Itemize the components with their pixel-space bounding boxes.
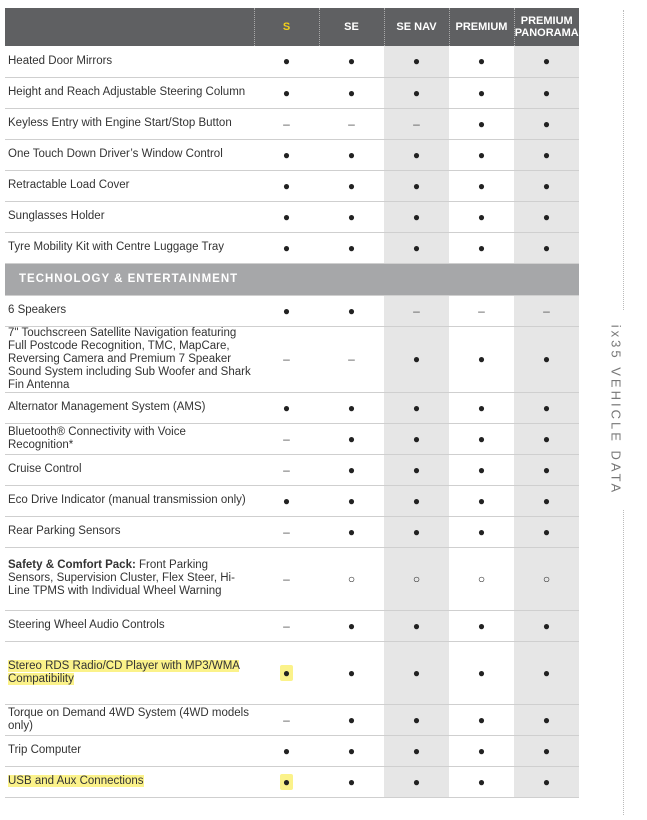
standard-dot-icon: ● (412, 431, 421, 446)
value-cell-se (319, 201, 384, 232)
table-row (5, 201, 579, 232)
side-rule-bottom (623, 510, 624, 815)
standard-dot-icon: ● (347, 178, 356, 193)
value-cell-s (254, 108, 319, 139)
feature-text: Tyre Mobility Kit with Centre Luggage Tray (8, 241, 225, 253)
feature-text: Stereo RDS Radio/CD Player with MP3/WMA Compatibility (8, 659, 240, 685)
feature-cell (5, 295, 254, 326)
not-available-dash: – (413, 303, 420, 318)
not-available-dash: – (283, 431, 290, 446)
standard-dot-icon: ● (412, 524, 421, 539)
value-cell-se (319, 641, 384, 704)
feature-text: Heated Door Mirrors (8, 54, 113, 67)
standard-dot-icon: ● (477, 618, 486, 633)
value-cell-premium (449, 423, 514, 454)
feature-label (8, 463, 82, 475)
value-cell-se-nav (384, 610, 449, 641)
standard-dot-icon: ● (477, 743, 486, 758)
feature-label (8, 210, 105, 222)
feature-label (8, 559, 235, 597)
feature-cell (5, 326, 254, 392)
standard-dot-icon: ● (282, 147, 291, 162)
standard-dot-icon: ● (347, 240, 356, 255)
standard-dot-icon: ● (347, 85, 356, 100)
standard-dot-icon: ● (412, 178, 421, 193)
table-row (5, 766, 579, 797)
value-cell-se-nav (384, 423, 449, 454)
not-available-dash: – (543, 303, 550, 318)
not-available-dash: – (283, 116, 290, 131)
value-cell-se (319, 547, 384, 610)
value-cell-s (254, 232, 319, 263)
not-available-dash: – (283, 618, 290, 633)
feature-text: Rear Parking Sensors (8, 525, 121, 537)
value-cell-premium (449, 201, 514, 232)
value-cell-se (319, 423, 384, 454)
feature-cell (5, 454, 254, 485)
value-cell-se-nav (384, 766, 449, 797)
value-cell-premium (449, 392, 514, 423)
feature-text: Steering Wheel Audio Controls (8, 619, 165, 631)
feature-label (8, 86, 245, 98)
standard-dot-icon: ● (542, 462, 551, 477)
table-row (5, 423, 579, 454)
value-cell-se (319, 454, 384, 485)
standard-dot-icon: ● (347, 303, 356, 318)
value-cell-premium-panorama (514, 735, 579, 766)
table-row (5, 77, 579, 108)
value-cell-se-nav (384, 641, 449, 704)
value-cell-premium (449, 610, 514, 641)
value-cell-premium (449, 641, 514, 704)
standard-dot-icon: ● (347, 147, 356, 162)
standard-dot-icon: ● (542, 54, 551, 69)
standard-dot-icon: ● (542, 493, 551, 508)
feature-text: Retractable Load Cover (8, 179, 130, 191)
standard-dot-icon: ● (347, 54, 356, 69)
standard-dot-icon: ● (412, 618, 421, 633)
value-cell-s (254, 735, 319, 766)
standard-dot-icon: ● (280, 665, 293, 681)
value-cell-premium (449, 485, 514, 516)
standard-dot-icon: ● (477, 431, 486, 446)
standard-dot-icon: ● (347, 209, 356, 224)
standard-dot-icon: ● (542, 116, 551, 131)
standard-dot-icon: ● (347, 462, 356, 477)
standard-dot-icon: ● (542, 618, 551, 633)
standard-dot-icon: ● (542, 743, 551, 758)
value-cell-s (254, 46, 319, 77)
section-header-row (5, 263, 579, 295)
standard-dot-icon: ● (542, 524, 551, 539)
feature-text: Trip Computer (8, 744, 82, 756)
value-cell-se (319, 326, 384, 392)
value-cell-se (319, 46, 384, 77)
feature-text: 6 Speakers (8, 304, 67, 316)
value-cell-s (254, 766, 319, 797)
value-cell-s (254, 77, 319, 108)
value-cell-se (319, 232, 384, 263)
value-cell-premium (449, 326, 514, 392)
value-cell-premium (449, 766, 514, 797)
value-cell-s (254, 326, 319, 392)
value-cell-se-nav (384, 392, 449, 423)
value-cell-s (254, 139, 319, 170)
standard-dot-icon: ● (347, 665, 356, 680)
feature-label (8, 179, 129, 191)
spec-table (5, 8, 579, 798)
value-cell-premium (449, 735, 514, 766)
standard-dot-icon: ● (477, 493, 486, 508)
feature-text: Sunglasses Holder (8, 210, 105, 222)
value-cell-se (319, 735, 384, 766)
standard-dot-icon: ● (347, 618, 356, 633)
feature-cell (5, 766, 254, 797)
value-cell-premium-panorama (514, 77, 579, 108)
feature-label (8, 401, 206, 413)
standard-dot-icon: ● (542, 431, 551, 446)
standard-dot-icon: ● (347, 431, 356, 446)
standard-dot-icon: ● (412, 462, 421, 477)
standard-dot-icon: ● (477, 116, 486, 131)
table-row (5, 485, 579, 516)
standard-dot-icon: ● (347, 493, 356, 508)
feature-cell (5, 392, 254, 423)
feature-label (8, 619, 165, 631)
feature-cell (5, 735, 254, 766)
standard-dot-icon: ● (412, 774, 421, 789)
header-trim-premium-panorama: PREMIUM PANORAMA (514, 8, 579, 46)
feature-label (8, 148, 223, 160)
standard-dot-icon: ● (282, 240, 291, 255)
standard-dot-icon: ● (542, 178, 551, 193)
optional-circle-icon: ○ (347, 571, 356, 586)
table-row (5, 108, 579, 139)
standard-dot-icon: ● (477, 712, 486, 727)
value-cell-s (254, 454, 319, 485)
value-cell-s (254, 170, 319, 201)
feature-cell (5, 77, 254, 108)
standard-dot-icon: ● (477, 665, 486, 680)
not-available-dash: – (348, 352, 355, 366)
standard-dot-icon: ● (347, 524, 356, 539)
feature-cell (5, 704, 254, 735)
feature-cell (5, 641, 254, 704)
not-available-dash: – (413, 116, 420, 131)
table-row (5, 454, 579, 485)
value-cell-premium (449, 170, 514, 201)
feature-text: Cruise Control (8, 463, 82, 475)
value-cell-se (319, 77, 384, 108)
feature-label (8, 55, 112, 67)
table-row (5, 139, 579, 170)
value-cell-se-nav (384, 735, 449, 766)
standard-dot-icon: ● (412, 712, 421, 727)
standard-dot-icon: ● (282, 400, 291, 415)
not-available-dash: – (283, 524, 290, 539)
table-row (5, 170, 579, 201)
value-cell-premium-panorama (514, 610, 579, 641)
value-cell-s (254, 610, 319, 641)
standard-dot-icon: ● (282, 54, 291, 69)
header-trim-se: SE (319, 8, 384, 46)
feature-text: Height and Reach Adjustable Steering Column (8, 86, 246, 98)
value-cell-se-nav (384, 547, 449, 610)
standard-dot-icon: ● (282, 85, 291, 100)
feature-cell (5, 46, 254, 77)
value-cell-s (254, 485, 319, 516)
standard-dot-icon: ● (542, 85, 551, 100)
value-cell-premium (449, 46, 514, 77)
standard-dot-icon: ● (477, 400, 486, 415)
feature-cell (5, 423, 254, 454)
table-row (5, 516, 579, 547)
feature-label (8, 707, 249, 732)
header-trim-s: S (254, 8, 319, 46)
table-row (5, 641, 579, 704)
standard-dot-icon: ● (542, 665, 551, 680)
value-cell-premium (449, 108, 514, 139)
standard-dot-icon: ● (477, 178, 486, 193)
side-title: ix35 VEHICLE DATA (608, 324, 624, 496)
feature-cell (5, 170, 254, 201)
value-cell-premium-panorama (514, 170, 579, 201)
value-cell-se-nav (384, 77, 449, 108)
value-cell-se (319, 392, 384, 423)
standard-dot-icon: ● (542, 147, 551, 162)
optional-circle-icon: ○ (542, 571, 551, 586)
standard-dot-icon: ● (282, 178, 291, 193)
standard-dot-icon: ● (477, 147, 486, 162)
standard-dot-icon: ● (477, 774, 486, 789)
table-row (5, 704, 579, 735)
table-row (5, 326, 579, 392)
feature-label (8, 117, 232, 129)
value-cell-se (319, 295, 384, 326)
standard-dot-icon: ● (477, 54, 486, 69)
value-cell-premium (449, 704, 514, 735)
value-cell-premium (449, 295, 514, 326)
standard-dot-icon: ● (412, 147, 421, 162)
feature-label (8, 494, 246, 506)
value-cell-premium (449, 232, 514, 263)
not-available-dash: – (283, 352, 290, 366)
optional-circle-icon: ○ (412, 571, 421, 586)
value-cell-se-nav (384, 139, 449, 170)
value-cell-s (254, 295, 319, 326)
standard-dot-icon: ● (347, 774, 356, 789)
feature-label (8, 327, 251, 391)
table-row (5, 232, 579, 263)
feature-text: Torque on Demand 4WD System (4WD models only) (8, 706, 249, 732)
table-row (5, 547, 579, 610)
value-cell-se-nav (384, 704, 449, 735)
standard-dot-icon: ● (477, 352, 486, 366)
value-cell-se-nav (384, 232, 449, 263)
standard-dot-icon: ● (477, 524, 486, 539)
not-available-dash: – (283, 462, 290, 477)
value-cell-premium-panorama (514, 547, 579, 610)
standard-dot-icon: ● (412, 352, 421, 366)
feature-cell (5, 547, 254, 610)
not-available-dash: – (283, 712, 290, 727)
value-cell-premium-panorama (514, 516, 579, 547)
value-cell-se-nav (384, 46, 449, 77)
standard-dot-icon: ● (412, 400, 421, 415)
feature-label (8, 775, 144, 787)
standard-dot-icon: ● (477, 240, 486, 255)
table-row (5, 735, 579, 766)
value-cell-premium-panorama (514, 326, 579, 392)
value-cell-premium (449, 547, 514, 610)
feature-cell (5, 516, 254, 547)
value-cell-premium (449, 77, 514, 108)
value-cell-premium-panorama (514, 46, 579, 77)
value-cell-se (319, 170, 384, 201)
standard-dot-icon: ● (412, 240, 421, 255)
value-cell-se-nav (384, 108, 449, 139)
value-cell-premium-panorama (514, 766, 579, 797)
table-body (5, 46, 579, 797)
value-cell-s (254, 704, 319, 735)
standard-dot-icon: ● (282, 303, 291, 318)
header-trim-se-nav: SE NAV (384, 8, 449, 46)
value-cell-s (254, 516, 319, 547)
value-cell-s (254, 547, 319, 610)
standard-dot-icon: ● (412, 54, 421, 69)
feature-label (8, 660, 239, 685)
standard-dot-icon: ● (477, 85, 486, 100)
standard-dot-icon: ● (542, 209, 551, 224)
value-cell-se (319, 610, 384, 641)
optional-circle-icon: ○ (477, 571, 486, 586)
feature-label (8, 426, 186, 451)
standard-dot-icon: ● (477, 209, 486, 224)
value-cell-premium (449, 139, 514, 170)
standard-dot-icon: ● (412, 85, 421, 100)
value-cell-se-nav (384, 326, 449, 392)
table-row (5, 392, 579, 423)
feature-label (8, 241, 224, 253)
feature-cell (5, 485, 254, 516)
value-cell-se (319, 516, 384, 547)
value-cell-se-nav (384, 295, 449, 326)
feature-label (8, 304, 66, 316)
feature-cell (5, 108, 254, 139)
standard-dot-icon: ● (542, 400, 551, 415)
value-cell-s (254, 201, 319, 232)
value-cell-se (319, 485, 384, 516)
feature-label (8, 525, 121, 537)
value-cell-premium-panorama (514, 392, 579, 423)
side-rule-top (623, 10, 624, 310)
feature-cell (5, 610, 254, 641)
value-cell-se-nav (384, 516, 449, 547)
standard-dot-icon: ● (542, 352, 551, 366)
feature-text: Eco Drive Indicator (manual transmission only) (8, 494, 246, 506)
value-cell-se (319, 139, 384, 170)
standard-dot-icon: ● (280, 774, 293, 790)
value-cell-premium-panorama (514, 423, 579, 454)
value-cell-se-nav (384, 170, 449, 201)
standard-dot-icon: ● (347, 712, 356, 727)
feature-text: Front Parking Sensors, Supervision Cluster, Flex Steer, Hi-Line TPMS with Individual Wheel Warning (8, 559, 235, 597)
value-cell-se (319, 704, 384, 735)
standard-dot-icon: ● (412, 493, 421, 508)
value-cell-premium-panorama (514, 201, 579, 232)
value-cell-premium-panorama (514, 485, 579, 516)
standard-dot-icon: ● (412, 743, 421, 758)
value-cell-premium (449, 516, 514, 547)
feature-text: 7" Touchscreen Satellite Navigation featuring Full Postcode Recognition, TMC, MapCare, Reversing Camera and Premium 7 Speaker Sound System including Sub Woofer and Shark Fin Antenna (8, 326, 251, 391)
feature-label-bold: Safety & Comfort Pack: (8, 559, 136, 571)
standard-dot-icon: ● (347, 743, 356, 758)
value-cell-premium-panorama (514, 704, 579, 735)
value-cell-premium-panorama (514, 139, 579, 170)
standard-dot-icon: ● (542, 240, 551, 255)
feature-text: Bluetooth® Connectivity with Voice Recognition* (8, 425, 186, 451)
feature-text: USB and Aux Connections (8, 775, 144, 787)
value-cell-premium-panorama (514, 108, 579, 139)
standard-dot-icon: ● (282, 209, 291, 224)
value-cell-se (319, 766, 384, 797)
feature-text: Alternator Management System (AMS) (8, 401, 206, 413)
feature-cell (5, 201, 254, 232)
value-cell-se-nav (384, 201, 449, 232)
standard-dot-icon: ● (542, 774, 551, 789)
not-available-dash: – (348, 116, 355, 131)
section-title: TECHNOLOGY & ENTERTAINMENT (5, 263, 579, 295)
value-cell-premium-panorama (514, 295, 579, 326)
feature-text: One Touch Down Driver’s Window Control (8, 148, 223, 160)
feature-cell (5, 232, 254, 263)
value-cell-se-nav (384, 485, 449, 516)
value-cell-premium-panorama (514, 454, 579, 485)
table-row (5, 295, 579, 326)
value-cell-premium-panorama (514, 641, 579, 704)
standard-dot-icon: ● (412, 209, 421, 224)
feature-text: Keyless Entry with Engine Start/Stop Button (8, 117, 232, 129)
header-trim-premium: PREMIUM (449, 8, 514, 46)
not-available-dash: – (478, 303, 485, 318)
table-row (5, 46, 579, 77)
not-available-dash: – (283, 571, 290, 586)
standard-dot-icon: ● (282, 743, 291, 758)
value-cell-s (254, 641, 319, 704)
standard-dot-icon: ● (412, 665, 421, 680)
value-cell-premium (449, 454, 514, 485)
header-row (5, 8, 579, 46)
value-cell-se-nav (384, 454, 449, 485)
header-feature-cell (5, 8, 254, 46)
feature-label (8, 744, 81, 756)
value-cell-premium-panorama (514, 232, 579, 263)
standard-dot-icon: ● (347, 400, 356, 415)
value-cell-s (254, 392, 319, 423)
standard-dot-icon: ● (477, 462, 486, 477)
standard-dot-icon: ● (542, 712, 551, 727)
standard-dot-icon: ● (282, 493, 291, 508)
value-cell-s (254, 423, 319, 454)
table-row (5, 610, 579, 641)
value-cell-se (319, 108, 384, 139)
feature-cell (5, 139, 254, 170)
